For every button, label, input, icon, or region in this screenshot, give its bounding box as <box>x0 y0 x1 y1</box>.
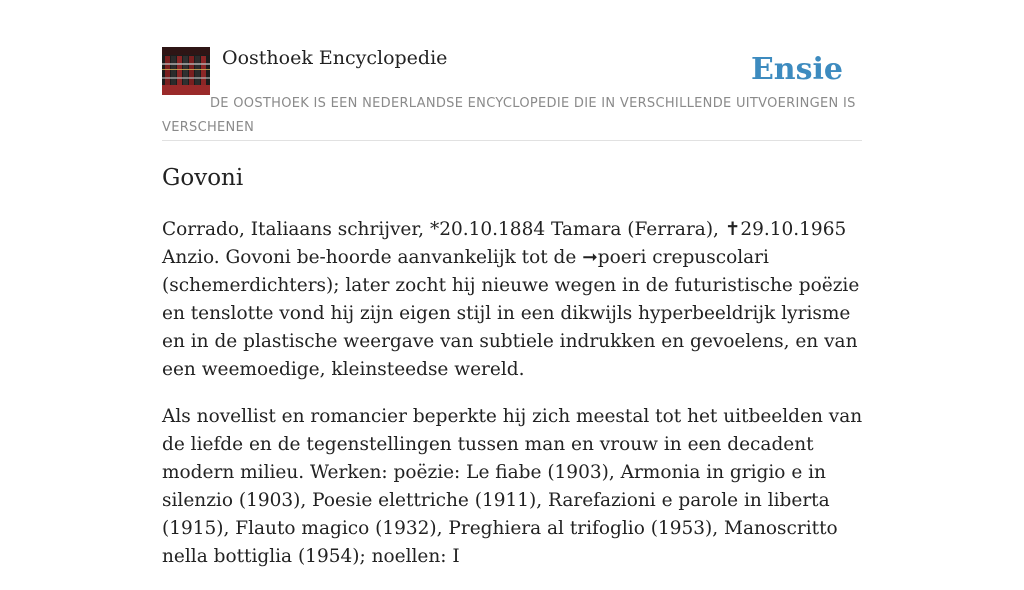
site-tagline: DE OOSTHOEK IS EEN NEDERLANDSE ENCYCLOPEDIE DIE IN VERSCHILLENDE UITVOERINGEN IS VERSCHENEN <box>162 96 856 135</box>
article-body <box>162 216 868 590</box>
book-spines-icon <box>162 47 210 95</box>
site-name-link[interactable]: Oosthoek Encyclopedie <box>222 47 448 69</box>
ensie-logo-link[interactable]: Ensie <box>750 52 843 87</box>
paragraph-1-text-b: (schemerdichters); later zocht hij nieuwe wegen in de futuristische poëzie en tenslotte vond hij zijn eigen stijl in een dikwijls hyperbeeldrijk lyrisme en in de plastische weergave van subtiele indrukken en gevoelens, en van een weemoedige, kleinsteedse wereld. <box>162 275 860 380</box>
site-header <box>162 44 862 141</box>
poeri-crepuscolari-link[interactable]: ➞poeri crepuscolari <box>582 247 769 268</box>
article-paragraph-2: Als novellist en romancier beperkte hij zich meestal tot het uitbeelden van de liefde en de tegenstellingen tussen man en vrouw in een decadent modern milieu. Werken: poëzie: Le fiabe (1903), Armonia in grigio e in silenzio (1903), Poesie elettriche (1911), Rarefazioni e parole in liberta (1915), Flauto magico (1932), Preghiera al trifoglio (1953), Manoscritto nella bottiglia (1954); noellen: I <box>162 406 863 567</box>
article-paragraph-1 <box>162 216 868 384</box>
paragraph-1-text-a: Corrado, Italiaans schrijver, *20.10.1884 Tamara (Ferrara), ✝29.10.1965 Anzio. Govoni be-hoorde aanvankelijk tot de <box>162 219 847 268</box>
encyclopedia-avatar[interactable] <box>162 47 210 95</box>
article-title: Govoni <box>162 165 244 191</box>
